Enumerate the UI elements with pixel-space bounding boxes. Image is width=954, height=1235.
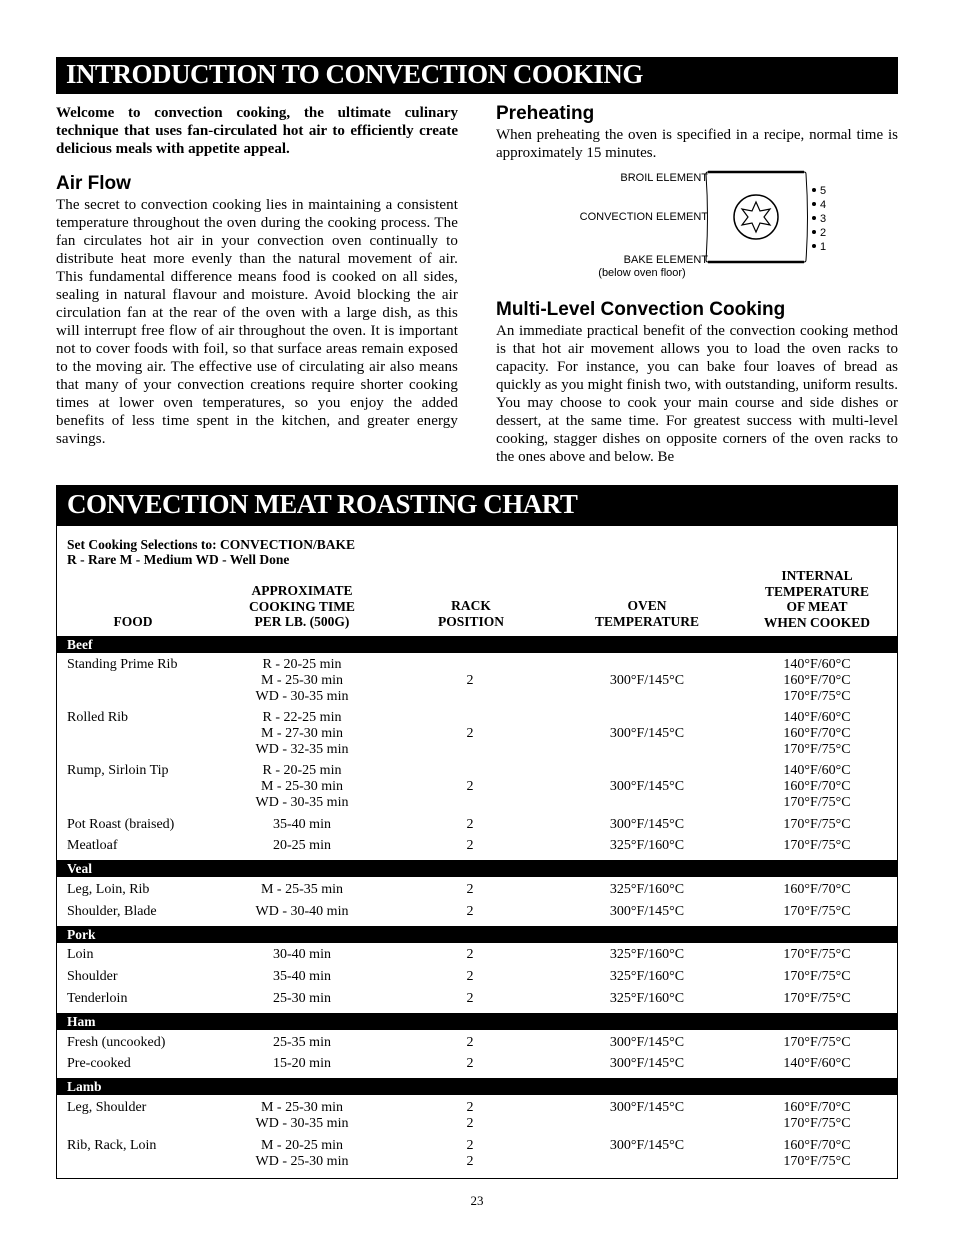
section-ham: Ham [57,1013,897,1030]
rack-5-label: 5 [820,185,827,197]
roasting-chart: CONVECTION MEAT ROASTING CHART Set Cooking Selections to: CONVECTION/BAKE R - Rare M - Medium WD - Well Done FOOD APPROXIMATE COOKING TIME PER LB. (500G) RACK POSITION OVEN TEMPERATURE INTERNAL TEMPERATURE OF MEAT WHEN COOKED Beef Standing Prime Rib R - 20-25 min M - 25-30 min WD - 30-35 min 2 300°F/145°C 140°F/60°C 160°F/70°C 170°F/75°C Rolled Rib R - 22-25 min M - 27-30 min WD - 32-35 min 2 300°F/145°C 140°F/60°C 160°F/70°C 170°F/75°C Rump, Sirloin Tip R - 20-25 min M - 25-30 min WD - 30-35 min 2 300°F/145°C 140°F/60°C 160°F/70°C 170°F/75°C Pot Roast (braised) 35-40 min 2 300°F/145°C 170°F/75°C Meatloaf 20-25 min 2 325°F/160°C 170°F/75°C Veal Leg, Loin, Rib M - 25-35 min 2 325°F/160°C 160°F/70°C Shoulder, Blade WD - 30-40 min 2 300°F/145°C 170°F/75°C Pork Loin 30-40 min 2 325°F/160°C 170°F/75°C Shoulder 35-40 min 2 325°F/160°C 170°F/75°C Tenderloin 25-30 min 2 325°F/160°C 170°F/75°C Ham Fresh (uncooked) 25-35 min 2 300°F/145°C 170°F/75°C Pre-cooked 15-20 min 2 300°F/145°C 140°F/60°C Lamb Leg, Shoulder M - 25-30 min WD - 30-35 min 2 2 300°F/145°C 160°F/70°C 170°F/75°C Rib, Rack, Loin M - 20-25 min WD - 25-30 min 2 2 300°F/145°C 160°F/70°C 170°F/75°C [56,485,898,1179]
header-rack: RACK POSITION [437,598,505,629]
header-time: APPROXIMATE COOKING TIME PER LB. (500G) [249,583,355,629]
header-internal: INTERNAL TEMPERATURE OF MEAT WHEN COOKED [763,568,871,630]
intro-banner [56,57,898,94]
chart-settings [67,537,355,567]
right-column [496,102,898,466]
bake-note: (below oven floor) [598,267,686,279]
rack-3-label: 3 [820,213,827,225]
header-food: FOOD [113,614,153,629]
rack-1-label: 1 [820,241,827,253]
rack-4-label: 4 [820,199,827,211]
multilevel-text: An immediate practical benefit of the convection cooking method is that hot air movement allows you to load the oven racks to capacity. For instance, you can bake four loaves of bread as quickly as you might finish two, with outstanding, uniform results. You may choose to cook your main course and side dishes or dessert, at the same time. For greatest success with multi-level cooking, stagger dishes on opposite corners of the oven racks to the ones above and below. Be [496,323,898,465]
left-column [56,104,458,448]
rack-numbers [820,184,826,254]
intro-lead: Welcome to convection cooking, the ultimate culinary technique that uses fan-circulated hot air to efficiently create delicious meals with appetite appeal. [56,105,458,157]
section-lamb: Lamb [57,1078,897,1095]
chart-title: CONVECTION MEAT ROASTING CHART [67,489,578,519]
preheating-text: When preheating the oven is specified in a recipe, normal time is approximately 15 minutes. [496,127,898,161]
settings-line-2: R - Rare M - Medium WD - Well Done [67,552,290,567]
airflow-text: The secret to convection cooking lies in maintaining a consistent temperature throughout the oven during the cooking process. The fan circulates hot air in your convection oven continually to distribute heat more evenly than the natural movement of air. This fundamental difference means food is cooked on all sides, sealing in natural flavour and moisture. Avoid blocking the air circulation fan at the rear of the oven with a large dish, as this will interrupt free flow of air throughout the oven. It is important not to cover foods with foil, so that surface areas remain exposed to the moving air. The effective use of circulating air also means that many of your convection creations require shorter cooking times at lower oven temperatures, so you enjoy the added benefits of less time spent in the kitchen, and greater energy savings. [56,197,458,447]
section-beef: Beef [57,636,897,653]
multilevel-heading: Multi-Level Convection Cooking [496,299,786,320]
section-pork: Pork [57,926,897,943]
convection-label: CONVECTION ELEMENT [579,211,708,223]
section-veal: Veal [57,860,897,877]
settings-line-1: Set Cooking Selections to: CONVECTION/BAKE [67,537,356,552]
rack-markers [812,188,816,248]
rack-2-label: 2 [820,227,827,239]
intro-title: INTRODUCTION TO CONVECTION COOKING [66,59,643,89]
header-oven: OVEN TEMPERATURE [594,598,699,629]
oven-cavity-icon [704,170,834,270]
oven-diagram [496,168,898,290]
airflow-heading: Air Flow [56,173,131,194]
bake-label: BAKE ELEMENT [623,254,708,266]
page-number: 23 [470,1193,484,1208]
chart-banner [57,486,897,526]
broil-label: BROIL ELEMENT [620,172,708,184]
preheating-heading: Preheating [496,103,595,124]
